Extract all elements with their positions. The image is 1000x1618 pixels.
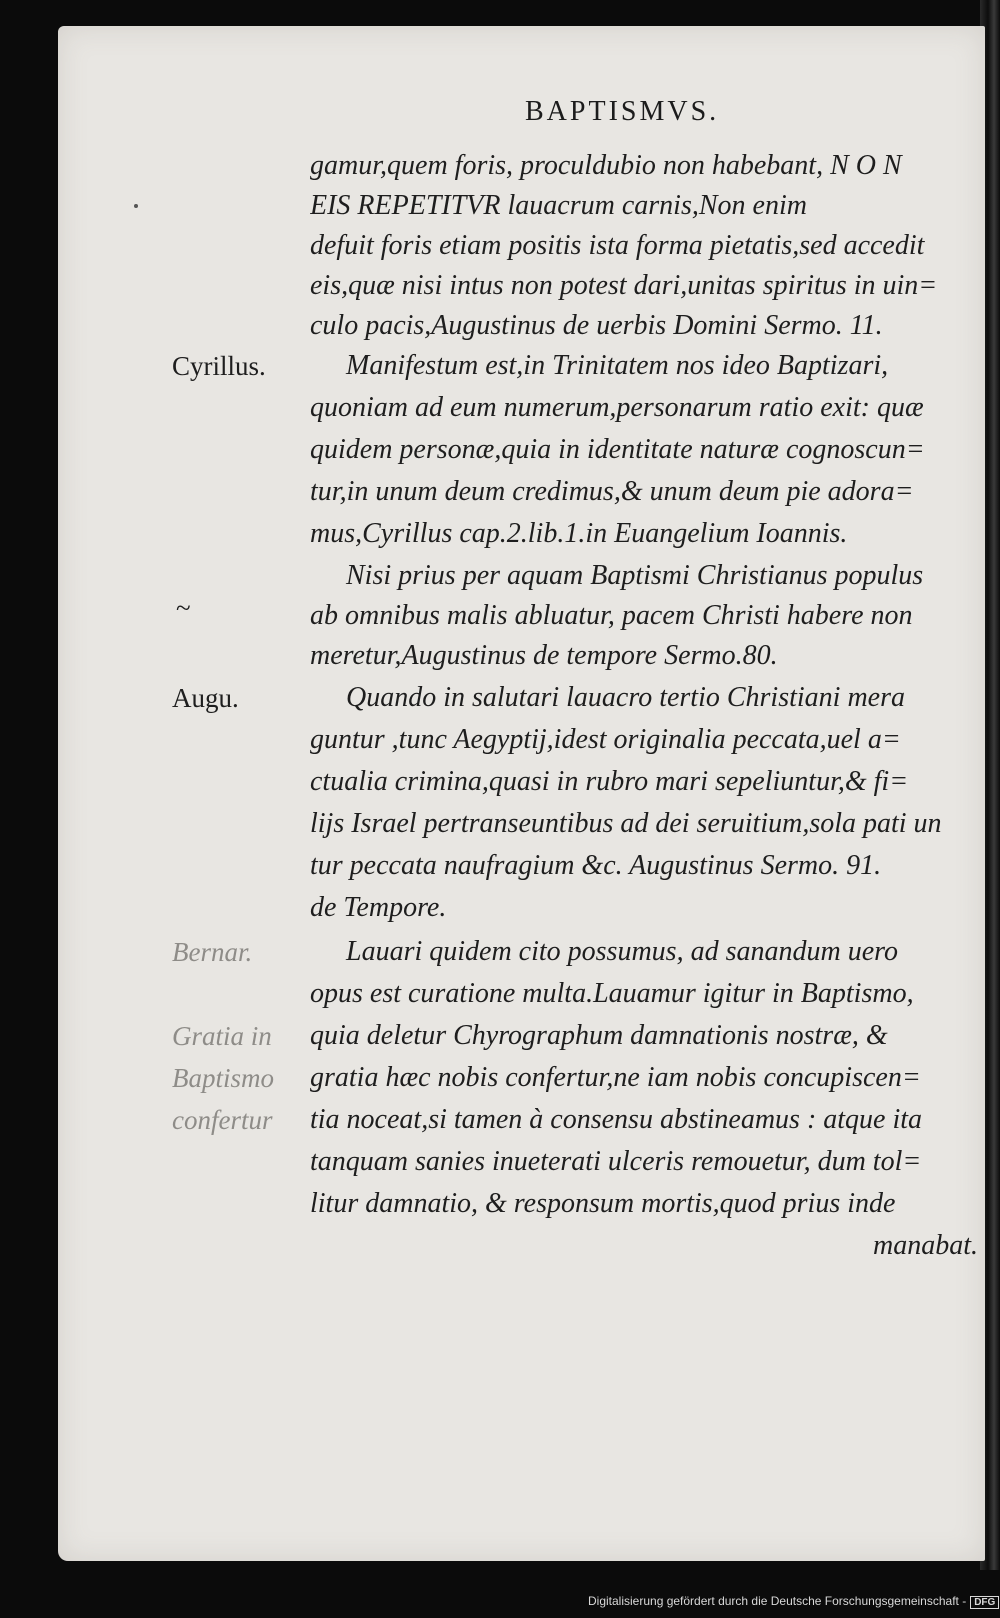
running-head: BAPTISMVS. xyxy=(525,96,720,127)
text-line-20: Lauari quidem cito possumus, ad sanandum uero xyxy=(346,936,898,967)
text-line-1: gamur,quem foris, proculdubio non habebant, N O N xyxy=(310,150,902,181)
marginal-note-bernar: Bernar. xyxy=(172,937,253,967)
text-line-7: quoniam ad eum numerum,personarum ratio exit: quæ xyxy=(310,392,924,423)
marginal-mark: ~ xyxy=(176,593,191,623)
text-line-3: defuit foris etiam positis ista forma pietatis,sed accedit xyxy=(310,230,925,261)
text-line-5: culo pacis,Augustinus de uerbis Domini Sermo. 11. xyxy=(310,310,883,341)
text-line-17: lijs Israel pertranseuntibus ad dei seruitium,sola pati un xyxy=(310,808,942,839)
text-line-23: gratia hæc nobis confertur,ne iam nobis concupiscen= xyxy=(310,1062,921,1093)
text-line-2: EIS REPETITVR lauacrum carnis,Non enim xyxy=(310,190,807,221)
text-line-14: Quando in salutari lauacro tertio Christiani mera xyxy=(346,682,905,713)
text-line-11: Nisi prius per aquam Baptismi Christianus populus xyxy=(346,560,924,591)
marginal-note-gratia-3: confertur xyxy=(172,1105,273,1135)
digitization-credit xyxy=(588,1594,999,1609)
marginal-note-gratia-2: Baptismo xyxy=(172,1063,275,1093)
text-line-16: ctualia crimina,quasi in rubro mari sepeliuntur,& fi= xyxy=(310,766,909,797)
text-line-26: litur damnatio, & responsum mortis,quod prius inde xyxy=(310,1188,896,1219)
text-line-10: mus,Cyrillus cap.2.lib.1.in Euangelium Ioannis. xyxy=(310,518,848,549)
text-line-6: Manifestum est,in Trinitatem nos ideo Baptizari, xyxy=(346,350,889,381)
text-line-4: eis,quæ nisi intus non potest dari,unitas spiritus in uin= xyxy=(310,270,938,301)
text-line-25: tanquam sanies inueterati ulceris remouetur, dum tol= xyxy=(310,1146,922,1177)
paper-fleck xyxy=(134,204,138,208)
text-line-13: meretur,Augustinus de tempore Sermo.80. xyxy=(310,640,778,671)
marginal-note-gratia-1: Gratia in xyxy=(172,1021,272,1051)
text-line-9: tur,in unum deum credimus,& unum deum pie adora= xyxy=(310,476,914,507)
text-line-22: quia deletur Chyrographum damnationis nostræ, & xyxy=(310,1020,888,1051)
text-line-19: de Tempore. xyxy=(310,892,447,923)
text-line-15: guntur ,tunc Aegyptij,idest originalia peccata,uel a= xyxy=(310,724,901,755)
text-line-8: quidem personæ,quia in identitate naturæ cognoscun= xyxy=(310,434,925,465)
text-line-24: tia noceat,si tamen à consensu abstineamus : atque ita xyxy=(310,1104,923,1135)
text-line-21: opus est curatione multa.Lauamur igitur in Baptismo, xyxy=(310,978,914,1009)
marginal-note-cyrillus: Cyrillus. xyxy=(172,351,266,381)
text-line-12: ab omnibus malis abluatur, pacem Christi habere non xyxy=(310,600,913,631)
marginal-note-augu: Augu. xyxy=(172,683,239,713)
dfg-logo: DFG xyxy=(970,1596,999,1609)
text-line-27: manabat. xyxy=(873,1230,978,1261)
credit-text: Digitalisierung gefördert durch die Deutsche Forschungsgemeinschaft - xyxy=(588,1594,967,1608)
text-line-18: tur peccata naufragium &c. Augustinus Sermo. 91. xyxy=(310,850,882,881)
